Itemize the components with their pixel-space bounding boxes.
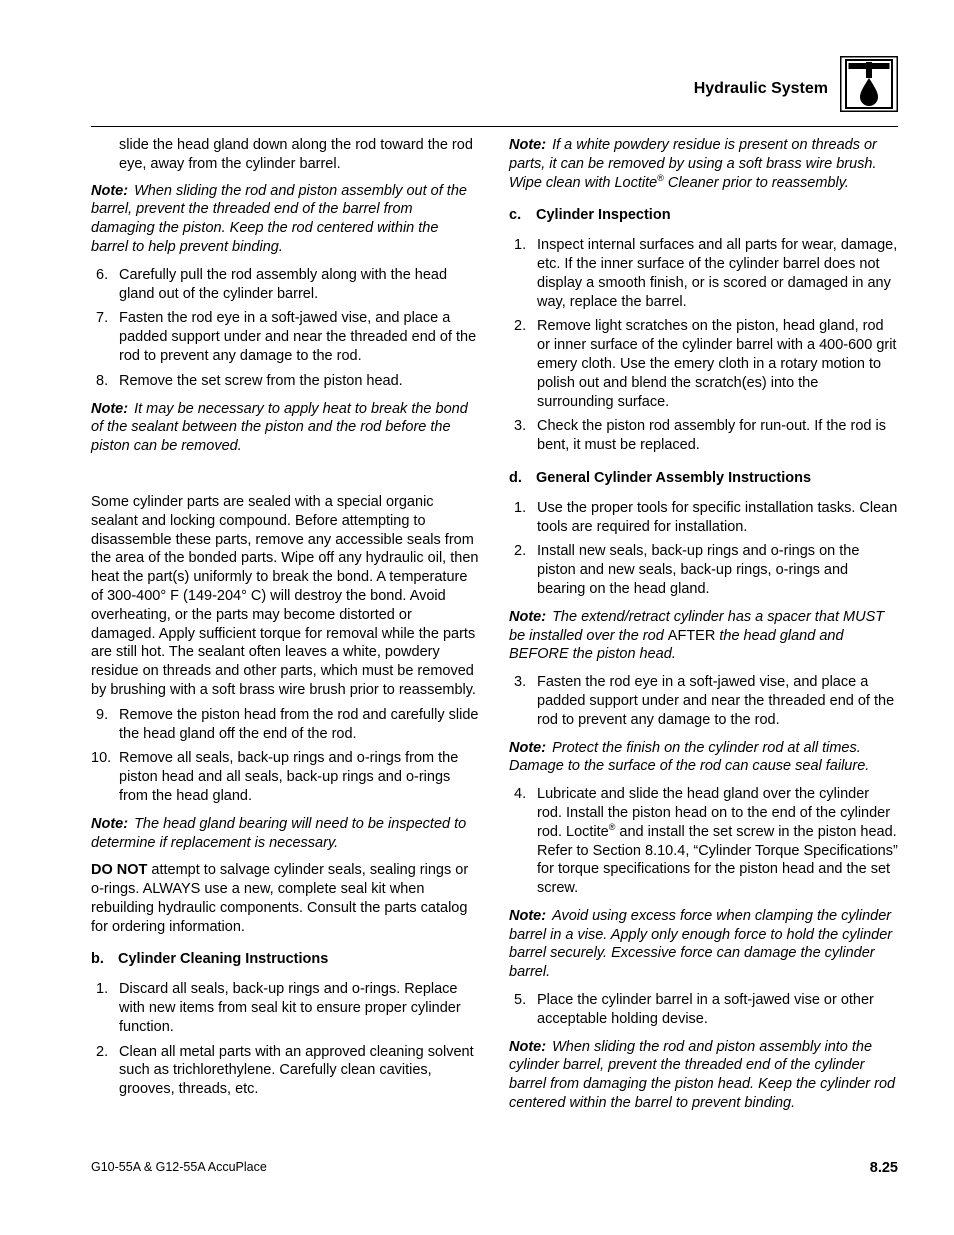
section-heading <box>509 206 898 225</box>
item-number: 3. <box>514 674 527 691</box>
registered-mark: ® <box>608 821 616 832</box>
note-text: The head gland bearing will need to be inspected to determine if replacement is necessary. <box>91 815 467 851</box>
list-item <box>91 1043 479 1099</box>
item-number: 2. <box>514 318 527 335</box>
note-label: Note: <box>91 815 129 832</box>
item-text: Clean all metal parts with an approved cleaning solvent such as trichlorethylene. Carefully clean cavities, grooves, threads, etc. <box>119 1043 474 1098</box>
item-text: Carefully pull the rod assembly along with the head gland out of the cylinder barrel. <box>119 266 448 302</box>
note <box>91 400 479 456</box>
item-number: 1. <box>514 237 527 254</box>
item-number: 10. <box>91 750 112 767</box>
item-number: 1. <box>514 499 527 516</box>
item-text: Place the cylinder barrel in a soft-jawed vise or other acceptable holding devise. <box>537 992 874 1027</box>
item-text: Remove the set screw from the piston head. <box>119 372 403 389</box>
list-item <box>91 372 479 391</box>
continued-step-text: slide the head gland down along the rod toward the rod eye, away from the cylinder barrel. <box>119 137 473 172</box>
list-item <box>91 706 479 744</box>
item-text: Inspect internal surfaces and all parts for wear, damage, etc. If the inner surface of the cylinder barrel does not display a smooth finish, or is scored or damaged in any way, replace the barrel. <box>537 237 898 310</box>
footer-model: G10-55A & G12-55A AccuPlace <box>91 1160 267 1174</box>
item-number: 8. <box>96 372 109 389</box>
note-text-end: Cleaner prior to reassembly. <box>663 174 849 191</box>
note <box>509 1038 898 1113</box>
note <box>509 608 898 664</box>
note-label: Note: <box>509 137 547 153</box>
item-number: 6. <box>96 266 109 283</box>
list-item <box>509 499 898 537</box>
list-item <box>91 980 479 1036</box>
item-number: 2. <box>96 1043 109 1060</box>
note-text: When sliding the rod and piston assembly into the cylinder barrel, prevent the threaded end of the cylinder barrel from damaging the piston head. Keep the cylinder rod centered within the barrel to prevent binding. <box>509 1038 896 1112</box>
registered-mark: ® <box>657 172 664 183</box>
section-title: Hydraulic System <box>693 80 828 97</box>
note-label: Note: <box>509 739 547 756</box>
list-item <box>509 673 898 729</box>
item-text: Check the piston rod assembly for run-out. If the rod is bent, it must be replaced. <box>537 418 886 454</box>
list-item <box>509 236 898 311</box>
note-label: Note: <box>91 400 129 417</box>
note <box>91 815 479 853</box>
section-heading-title: Cylinder Cleaning Instructions <box>118 951 329 968</box>
item-number: 1. <box>96 981 109 998</box>
note <box>509 739 898 777</box>
item-text: Fasten the rod eye in a soft-jawed vise, and place a padded support under and near the threaded end of the rod to prevent any damage to the rod. <box>537 674 895 728</box>
list-item <box>91 749 479 805</box>
left-column <box>91 136 479 1105</box>
note <box>509 136 898 192</box>
item-text: Lubricate and slide the head gland over the cylinder rod. Install the piston head on to the end of the cylinder rod. Loctite <box>537 786 891 840</box>
section-heading <box>91 950 479 969</box>
note-text: The extend/retract cylinder has a spacer that MUST be installed over the rod <box>509 608 885 644</box>
item-number: 3. <box>514 418 527 435</box>
emphasis-text: DO NOT <box>91 862 148 879</box>
item-text: Use the proper tools for specific installation tasks. Clean tools are required for installation. <box>537 499 898 535</box>
note-text: If a white powdery residue is present on threads or parts, it can be removed by using a soft brass wire brush. Wipe clean with Loctite <box>509 137 877 191</box>
note-emphasis: AFTER <box>667 627 716 644</box>
note-label: Note: <box>509 608 547 625</box>
item-number: 9. <box>96 706 109 723</box>
note <box>91 182 479 257</box>
list-item <box>509 785 898 898</box>
note-text: When sliding the rod and piston assembly out of the barrel, prevent the threaded end of the barrel from damaging the piston. Keep the rod centered within the barrel to help prevent binding. <box>91 182 467 255</box>
paragraph-text: attempt to salvage cylinder seals, sealing rings or o-rings. ALWAYS use a new, complete seal kit when rebuilding hydraulic components. Consult the parts catalog for ordering information. <box>91 862 469 935</box>
section-heading <box>509 469 898 488</box>
list-item <box>509 317 898 411</box>
item-text: Remove the piston head from the rod and carefully slide the head gland off the end of the rod. <box>119 706 479 742</box>
list-item <box>509 542 898 598</box>
item-number: 7. <box>96 310 109 327</box>
item-number: 4. <box>514 786 527 803</box>
note-label: Note: <box>509 907 547 924</box>
body-paragraph <box>91 861 479 936</box>
item-number: 5. <box>514 992 527 1009</box>
item-text: Fasten the rod eye in a soft-jawed vise, and place a padded support under and near the threaded end of the rod to prevent any damage to the rod. <box>119 310 477 364</box>
body-paragraph: Some cylinder parts are sealed with a special organic sealant and locking compound. Before attempting to disassemble these parts, remove any accessible seals from the area of the bonded parts. Wipe off any hydraulic oil, then heat the part(s) uniformly to break the bond. A temperature of 300-400° F (149-204° C) will destroy the bond. Avoid overheating, or the parts may become distorted or damaged. Apply sufficient torque for removal while the parts are still hot. The sealant often leaves a white, powdery residue on threads and other parts, which must be removed by brushing with a soft brass wire brush prior to reassembly. <box>91 493 479 698</box>
page-number: 8.25 <box>869 1160 898 1176</box>
right-column <box>509 136 898 1122</box>
item-text: Remove all seals, back-up rings and o-rings from the piston head and all seals, back-up rings and o-rings from the head gland. <box>119 750 459 804</box>
hydraulic-system-icon <box>840 56 898 112</box>
section-letter: d. <box>509 469 522 486</box>
list-item <box>509 991 898 1029</box>
note-text: Protect the finish on the cylinder rod at all times. Damage to the surface of the rod can cause seal failure. <box>509 739 870 775</box>
note <box>509 907 898 982</box>
item-text-end: and install the set screw in the piston head. Refer to Section 8.10.4, “Cylinder Torque Specifications” for torque specifications for the piston head and the set screw. <box>537 823 898 897</box>
item-text: Discard all seals, back-up rings and o-rings. Replace with new items from seal kit to ensure proper cylinder function. <box>119 981 461 1035</box>
list-item <box>91 309 479 365</box>
section-letter: c. <box>509 207 522 224</box>
note-label: Note: <box>91 182 129 199</box>
header-rule <box>91 126 898 127</box>
section-heading-title: General Cylinder Assembly Instructions <box>536 469 812 486</box>
item-number: 2. <box>514 543 527 560</box>
item-text: Remove light scratches on the piston, head gland, rod or inner surface of the cylinder barrel with a 400-600 grit emery cloth. Use the emery cloth in a rotary motion to polish out and blend the scratch(es) into the surrounding surface. <box>537 318 897 410</box>
note-text-end: the head gland and BEFORE the piston head. <box>509 627 844 663</box>
note-label: Note: <box>509 1038 547 1055</box>
list-item <box>509 417 898 455</box>
item-text: Install new seals, back-up rings and o-rings on the piston and new seals, back-up rings, o-rings and bearing on the head gland. <box>537 543 860 597</box>
list-item <box>91 266 479 304</box>
section-letter: b. <box>91 951 104 968</box>
section-heading-title: Cylinder Inspection <box>536 207 671 224</box>
note-text: Avoid using excess force when clamping the cylinder barrel in a vise. Apply only enough force to hold the cylinder barrel securely. Excessive force can damage the cylinder barrel. <box>509 907 893 981</box>
note-text: It may be necessary to apply heat to break the bond of the sealant between the piston and the rod before the piston can be removed. <box>91 400 468 455</box>
